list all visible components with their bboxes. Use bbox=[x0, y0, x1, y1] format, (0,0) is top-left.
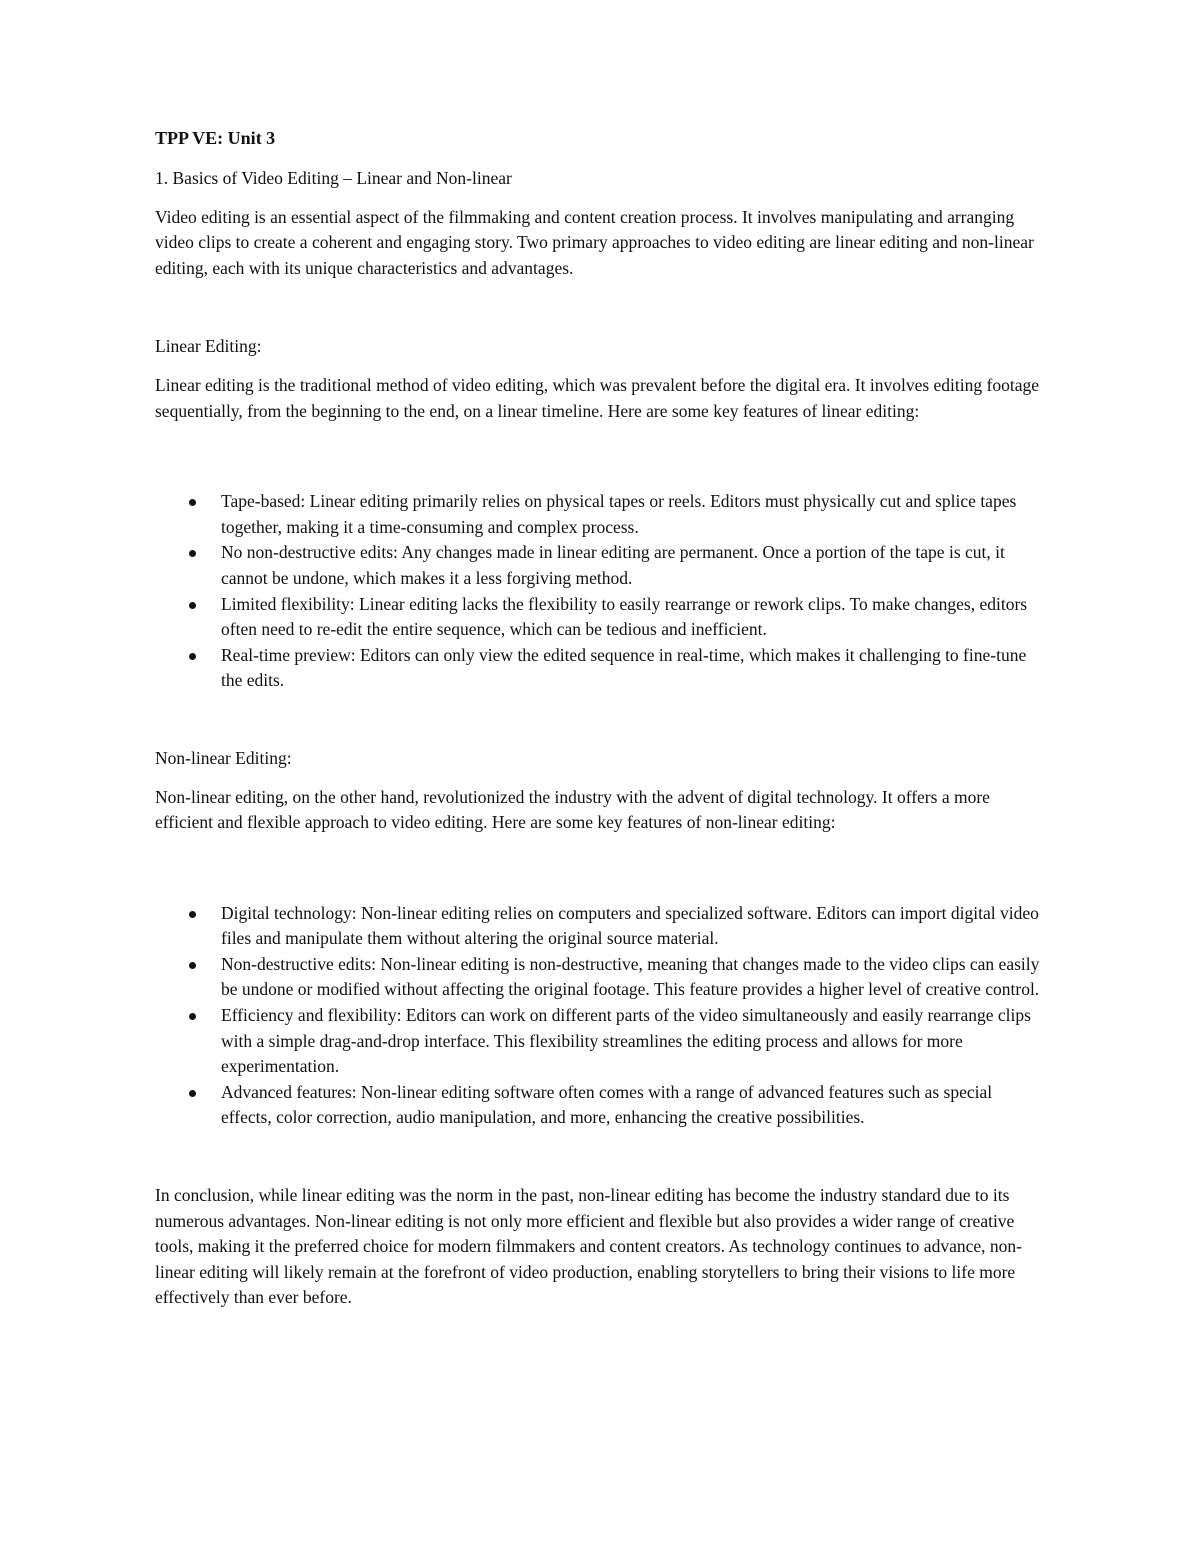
bullet-icon bbox=[189, 962, 196, 969]
linear-features-list bbox=[155, 489, 1045, 694]
bullet-icon bbox=[189, 653, 196, 660]
list-item-text: No non-destructive edits: Any changes made in linear editing are permanent. Once a portion of the tape is cut, it cannot be undone, which makes it a less forgiving method. bbox=[221, 542, 1005, 588]
list-item-text: Tape-based: Linear editing primarily relies on physical tapes or reels. Editors must physically cut and splice tapes together, making it a time-consuming and complex process. bbox=[221, 491, 1017, 537]
list-item bbox=[155, 643, 1045, 694]
nonlinear-editing-description: Non-linear editing, on the other hand, revolutionized the industry with the advent of digital technology. It offers a more efficient and flexible approach to video editing. Here are some key features of non-linear editing: bbox=[155, 786, 990, 833]
spacer bbox=[155, 694, 1045, 746]
bullet-icon bbox=[189, 1090, 196, 1097]
spacer bbox=[155, 294, 1045, 334]
nonlinear-features-list bbox=[155, 901, 1045, 1131]
list-item bbox=[155, 592, 1045, 643]
linear-editing-heading: Linear Editing: bbox=[155, 336, 262, 357]
nonlinear-editing-heading: Non-linear Editing: bbox=[155, 747, 292, 768]
list-item-text: Non-destructive edits: Non-linear editing is non-destructive, meaning that changes made to the video clips can easily be undone or modified without affecting the original footage. This feature provides a higher level of creative control. bbox=[221, 953, 1040, 1000]
list-item bbox=[155, 1080, 1045, 1131]
list-item bbox=[155, 952, 1045, 1003]
linear-editing-description: Linear editing is the traditional method of video editing, which was prevalent before the digital era. It involves editing footage sequentially, from the beginning to the end, on a linear timeline. Here are some key features of linear editing: bbox=[155, 374, 1039, 421]
list-item-text: Digital technology: Non-linear editing relies on computers and specialized software. Editors can import digital video files and manipulate them without altering the original source material. bbox=[221, 902, 1039, 949]
list-item-text: Real-time preview: Editors can only view the edited sequence in real-time, which makes it challenging to fine-tune the edits. bbox=[221, 644, 1027, 691]
bullet-icon bbox=[189, 499, 196, 506]
document-title: TPP VE: Unit 3 bbox=[155, 128, 276, 148]
spacer bbox=[155, 1131, 1045, 1183]
document-body bbox=[155, 126, 1045, 1324]
spacer bbox=[155, 437, 1045, 489]
list-item-text: Efficiency and flexibility: Editors can work on different parts of the video simultaneously and easily rearrange clips with a simple drag-and-drop interface. This flexibility streamlines the editing process and allows for more experimentation. bbox=[221, 1005, 1031, 1077]
list-item bbox=[155, 1003, 1045, 1080]
list-item bbox=[155, 901, 1045, 952]
list-item bbox=[155, 540, 1045, 591]
conclusion-paragraph: In conclusion, while linear editing was the norm in the past, non-linear editing has become the industry standard due to its numerous advantages. Non-linear editing is not only more efficient and flexible but also provides a wider range of creative tools, making it the preferred choice for modern filmmakers and content creators. As technology continues to advance, non-linear editing will likely remain at the forefront of video production, enabling storytellers to bring their visions to life more effectively than ever before. bbox=[155, 1185, 1022, 1308]
list-item-text: Limited flexibility: Linear editing lacks the flexibility to easily rearrange or rework clips. To make changes, editors often need to re-edit the entire sequence, which can be tedious and inefficient. bbox=[221, 593, 1028, 640]
bullet-icon bbox=[189, 550, 196, 557]
bullet-icon bbox=[189, 602, 196, 609]
list-item bbox=[155, 489, 1045, 540]
intro-paragraph: Video editing is an essential aspect of the filmmaking and content creation process. It involves manipulating and arranging video clips to create a coherent and engaging story. Two primary approaches to video editing are linear editing and non-linear editing, each with its unique characteristics and advantages. bbox=[155, 206, 1034, 278]
section-heading: 1. Basics of Video Editing – Linear and Non-linear bbox=[155, 168, 512, 188]
spacer bbox=[155, 849, 1045, 901]
bullet-icon bbox=[189, 1013, 196, 1020]
list-item-text: Advanced features: Non-linear editing software often comes with a range of advanced features such as special effects, color correction, audio manipulation, and more, enhancing the creative possibilities. bbox=[221, 1081, 993, 1128]
bullet-icon bbox=[189, 911, 196, 918]
